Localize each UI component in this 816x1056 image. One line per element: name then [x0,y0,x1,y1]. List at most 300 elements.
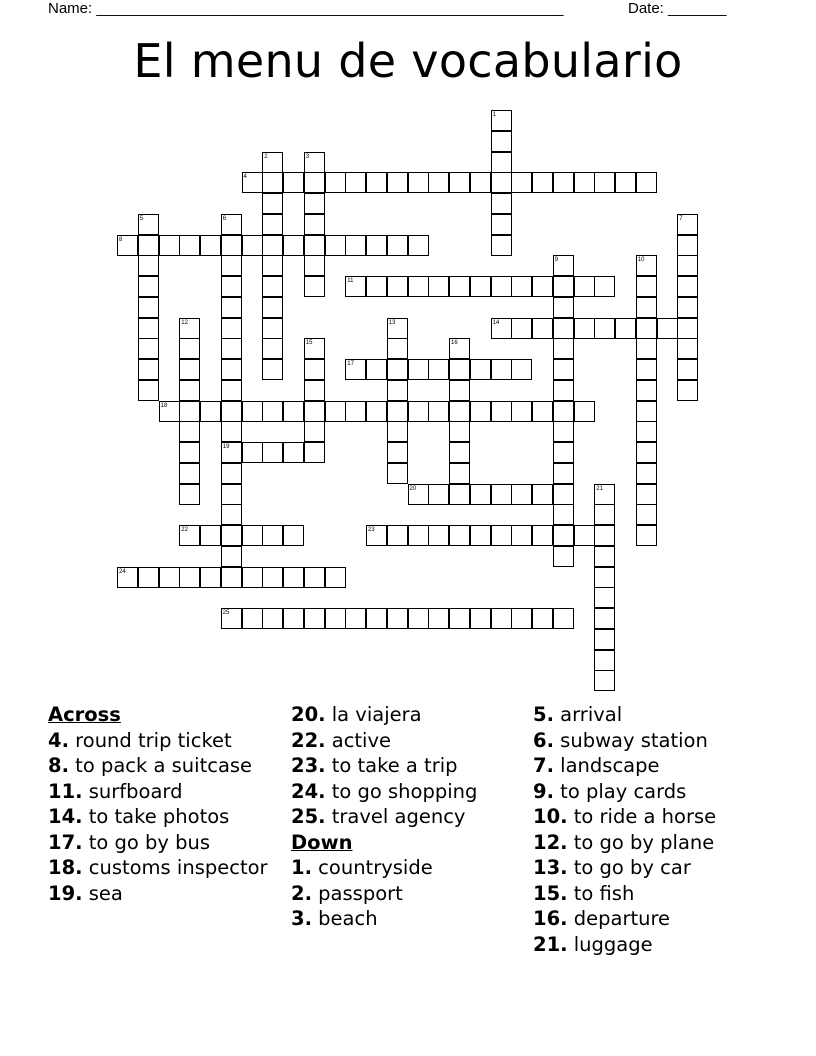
clue-text: to go by car [567,856,691,879]
crossword-cell[interactable] [283,608,304,629]
crossword-cell[interactable] [553,359,574,380]
crossword-cell[interactable] [532,276,553,297]
crossword-cell[interactable] [325,608,346,629]
crossword-cell[interactable] [283,567,304,588]
crossword-cell[interactable] [221,359,242,380]
clue-text: landscape [553,754,660,777]
crossword-cell[interactable] [179,380,200,401]
crossword-cell[interactable] [553,463,574,484]
crossword-cell[interactable] [636,504,657,525]
clue-item [291,702,526,728]
crossword-cell[interactable] [221,421,242,442]
crossword-cell[interactable] [304,255,325,276]
clue-column-2 [291,702,526,932]
crossword-cell[interactable] [449,276,470,297]
crossword-cell[interactable] [449,401,470,422]
crossword-cell[interactable] [470,608,491,629]
clue-number: 10. [533,805,568,828]
crossword-cell[interactable] [138,380,159,401]
crossword-cell[interactable] [574,525,595,546]
crossword-cell[interactable] [491,172,512,193]
crossword-cell[interactable] [179,359,200,380]
crossword-cell[interactable] [470,359,491,380]
crossword-cell[interactable] [325,235,346,256]
crossword-cell[interactable] [366,401,387,422]
crossword-cell[interactable] [387,172,408,193]
crossword-cell[interactable] [491,525,512,546]
crossword-cell[interactable] [221,297,242,318]
crossword-cell[interactable] [677,338,698,359]
clue-item [48,728,278,754]
clue-number-label: 21 [596,485,603,492]
clue-text: sea [82,881,123,905]
crossword-cell[interactable] [262,297,283,318]
clue-item [48,753,278,779]
crossword-cell[interactable] [532,401,553,422]
crossword-cell[interactable] [387,359,408,380]
crossword-cell[interactable] [408,608,429,629]
crossword-cell[interactable] [138,338,159,359]
crossword-cell[interactable] [553,172,574,193]
crossword-cell[interactable] [594,567,615,588]
crossword-cell[interactable] [511,318,532,339]
crossword-cell[interactable] [325,401,346,422]
crossword-cell[interactable] [221,546,242,567]
crossword-cell[interactable] [594,608,615,629]
crossword-cell[interactable] [553,484,574,505]
clue-number: 6. [533,728,554,752]
crossword-cell[interactable] [594,587,615,608]
crossword-cell[interactable] [179,338,200,359]
crossword-cell[interactable] [449,463,470,484]
clue-item [291,881,526,907]
clue-item [48,855,278,881]
clue-number-label: 13 [388,319,396,326]
crossword-cell[interactable] [553,297,574,318]
crossword-cell[interactable] [677,359,698,380]
clue-number: 20. [291,703,326,726]
clue-item [291,906,526,932]
crossword-cell[interactable] [242,567,263,588]
clue-text: departure [567,907,671,930]
crossword-cell[interactable] [553,380,574,401]
crossword-cell[interactable] [262,255,283,276]
crossword-cell[interactable] [283,172,304,193]
crossword-cell[interactable] [304,567,325,588]
crossword-cell[interactable] [553,338,574,359]
clue-text: active [325,728,392,752]
crossword-cell[interactable] [636,172,657,193]
crossword-cell[interactable] [594,504,615,525]
clue-heading: Across [48,703,121,726]
date-line[interactable]: Date: _______ [628,0,727,17]
crossword-cell[interactable] [449,608,470,629]
crossword-cell[interactable] [387,338,408,359]
crossword-cell[interactable] [179,401,200,422]
crossword-cell[interactable] [491,214,512,235]
crossword-cell[interactable] [138,235,159,256]
crossword-cell[interactable] [615,318,636,339]
crossword-cell[interactable] [221,318,242,339]
crossword-cell[interactable] [387,235,408,256]
crossword-cell[interactable] [532,172,553,193]
crossword-cell[interactable] [262,276,283,297]
clue-column-1 [48,702,278,906]
crossword-cell[interactable] [636,401,657,422]
clue-number-label: 24 [119,568,126,575]
crossword-cell[interactable] [304,421,325,442]
crossword-cell[interactable] [553,318,574,339]
crossword-cell[interactable] [470,484,491,505]
crossword-cell[interactable] [387,401,408,422]
clue-number-label: 19 [222,444,230,450]
crossword-cell[interactable] [366,359,387,380]
crossword-cell[interactable] [657,318,678,339]
crossword-cell[interactable] [304,276,325,297]
clue-number: 19. [48,881,83,905]
crossword-cell[interactable] [553,401,574,422]
crossword-cell[interactable] [262,235,283,256]
crossword-cell[interactable] [428,484,449,505]
crossword-cell[interactable] [511,172,532,193]
clue-number: 12. [533,830,568,854]
crossword-cell[interactable] [428,608,449,629]
crossword-cell[interactable] [449,380,470,401]
crossword-cell[interactable] [325,172,346,193]
crossword-cell[interactable] [345,172,366,193]
clue-item [291,779,526,805]
crossword-cell[interactable] [345,608,366,629]
crossword-cell[interactable] [677,380,698,401]
clue-number: 13. [533,856,568,879]
crossword-cell[interactable] [221,567,242,588]
name-line[interactable]: Name: ________________________________________________________ [48,0,564,17]
crossword-cell[interactable] [428,172,449,193]
crossword-cell[interactable] [594,650,615,671]
clue-number: 2. [291,881,312,905]
crossword-cell[interactable] [553,504,574,525]
crossword-cell[interactable] [262,338,283,359]
crossword-cell[interactable] [387,442,408,463]
clue-number-label: 3 [305,153,310,160]
crossword-cell[interactable] [449,359,470,380]
crossword-cell[interactable] [449,172,470,193]
crossword-cell[interactable] [491,131,512,152]
crossword-cell[interactable] [262,318,283,339]
crossword-cell[interactable] [262,525,283,546]
clue-text: to pack a suitcase [68,754,253,777]
page-title: El menu de vocabulario [133,34,683,88]
clue-text: subway station [553,728,708,752]
crossword-cell[interactable] [283,442,304,463]
crossword-cell[interactable] [594,276,615,297]
crossword-cell[interactable] [594,172,615,193]
crossword-cell[interactable] [636,484,657,505]
crossword-cell[interactable] [387,463,408,484]
clue-number-label: 8 [119,236,123,243]
clue-number-label: 17 [347,361,354,367]
clue-item [533,728,778,754]
crossword-cell[interactable] [449,421,470,442]
crossword-cell[interactable] [304,380,325,401]
crossword-cell[interactable] [511,401,532,422]
crossword-cell[interactable] [511,525,532,546]
crossword-cell[interactable] [262,359,283,380]
crossword-cell[interactable] [553,525,574,546]
crossword-cell[interactable] [636,297,657,318]
clue-number-label: 20 [409,485,417,492]
crossword-cell[interactable] [574,276,595,297]
crossword-cell[interactable] [304,214,325,235]
crossword-cell[interactable] [262,442,283,463]
crossword-cell[interactable] [387,525,408,546]
crossword-cell[interactable] [636,276,657,297]
crossword-cell[interactable] [636,463,657,484]
clue-item [533,855,778,881]
crossword-cell[interactable] [366,235,387,256]
clue-item [533,881,778,907]
crossword-cell[interactable] [491,152,512,173]
clue-number-label: 6 [222,215,227,222]
crossword-cell[interactable] [449,442,470,463]
crossword-cell[interactable] [677,255,698,276]
clue-number: 23. [291,754,326,777]
crossword-cell[interactable] [345,401,366,422]
crossword-cell[interactable] [677,235,698,256]
crossword-cell[interactable] [345,235,366,256]
crossword-cell[interactable] [262,567,283,588]
crossword-cell[interactable] [138,255,159,276]
crossword-cell[interactable] [366,276,387,297]
clue-number-label: 11 [347,278,354,284]
crossword-cell[interactable] [366,608,387,629]
crossword-cell[interactable] [387,608,408,629]
crossword-cell[interactable] [553,421,574,442]
crossword-cell[interactable] [283,401,304,422]
crossword-cell[interactable] [532,608,553,629]
crossword-cell[interactable] [304,359,325,380]
clue-number: 16. [533,907,568,930]
clue-number: 25. [291,805,326,828]
crossword-cell[interactable] [304,401,325,422]
crossword-cell[interactable] [677,297,698,318]
clue-text: customs inspector [82,856,268,879]
clue-item [291,753,526,779]
crossword-cell[interactable] [159,235,180,256]
crossword-cell[interactable] [221,338,242,359]
crossword-cell[interactable] [491,235,512,256]
crossword-cell[interactable] [594,670,615,691]
crossword-cell[interactable] [262,214,283,235]
crossword-cell[interactable] [428,525,449,546]
crossword-cell[interactable] [636,338,657,359]
clue-number-label: 1 [492,112,496,118]
crossword-cell[interactable] [553,608,574,629]
crossword-cell[interactable] [283,525,304,546]
crossword-cell[interactable] [200,401,221,422]
clue-number: 8. [48,754,69,777]
crossword-cell[interactable] [636,525,657,546]
crossword-cell[interactable] [283,235,304,256]
clue-number: 9. [533,779,554,803]
crossword-cell[interactable] [408,235,429,256]
crossword-cell[interactable] [262,193,283,214]
clue-number: 21. [533,932,568,956]
crossword-cell[interactable] [200,567,221,588]
crossword-cell[interactable] [387,421,408,442]
crossword-cell[interactable] [159,567,180,588]
crossword-cell[interactable] [138,567,159,588]
clue-item [533,906,778,932]
crossword-cell[interactable] [532,484,553,505]
clue-item [48,881,278,907]
crossword-cell[interactable] [262,172,283,193]
crossword-cell[interactable] [304,608,325,629]
crossword-cell[interactable] [179,484,200,505]
crossword-cell[interactable] [574,172,595,193]
crossword-cell[interactable] [242,525,263,546]
crossword-cell[interactable] [532,525,553,546]
crossword-cell[interactable] [221,276,242,297]
clue-number: 18. [48,856,83,879]
crossword-cell[interactable] [366,172,387,193]
crossword-cell[interactable] [138,276,159,297]
crossword-cell[interactable] [594,525,615,546]
clue-number: 11. [48,779,83,803]
clue-text: to ride a horse [567,805,717,828]
crossword-cell[interactable] [677,276,698,297]
crossword-cell[interactable] [594,318,615,339]
crossword-cell[interactable] [491,608,512,629]
crossword-cell[interactable] [636,359,657,380]
crossword-cell[interactable] [221,235,242,256]
clue-number: 22. [291,728,326,752]
crossword-cell[interactable] [491,484,512,505]
crossword-cell[interactable] [242,235,263,256]
crossword-cell[interactable] [408,172,429,193]
crossword-cell[interactable] [532,318,553,339]
crossword-cell[interactable] [179,235,200,256]
crossword-cell[interactable] [636,380,657,401]
clue-number-label: 2 [264,153,268,160]
crossword-cell[interactable] [553,442,574,463]
crossword-cell[interactable] [408,401,429,422]
crossword-cell[interactable] [594,546,615,567]
crossword-cell[interactable] [511,608,532,629]
clue-text: to take a trip [325,754,458,777]
clue-number: 4. [48,728,69,752]
crossword-cell[interactable] [179,421,200,442]
crossword-cell[interactable] [221,525,242,546]
clue-number-label: 14 [492,319,500,326]
crossword-cell[interactable] [491,401,512,422]
crossword-cell[interactable] [449,484,470,505]
crossword-cell[interactable] [636,421,657,442]
clue-number: 5. [533,703,554,726]
clue-number-label: 25 [222,610,230,616]
crossword-cell[interactable] [179,463,200,484]
crossword-cell[interactable] [428,276,449,297]
crossword-cell[interactable] [262,401,283,422]
crossword-cell[interactable] [553,276,574,297]
crossword-cell[interactable] [304,235,325,256]
crossword-cell[interactable] [449,525,470,546]
crossword-cell[interactable] [491,359,512,380]
clue-number-label: 23 [368,527,375,533]
crossword-cell[interactable] [325,567,346,588]
crossword-cell[interactable] [242,608,263,629]
clue-number-label: 22 [181,527,188,533]
crossword-cell[interactable] [491,276,512,297]
crossword-cell[interactable] [242,401,263,422]
crossword-cell[interactable] [491,193,512,214]
crossword-cell[interactable] [615,172,636,193]
clue-number-label: 5 [139,215,144,222]
crossword-cell[interactable] [262,608,283,629]
clue-item [533,702,778,728]
crossword-cell[interactable] [387,380,408,401]
crossword-cell[interactable] [179,567,200,588]
crossword-cell[interactable] [200,235,221,256]
crossword-cell[interactable] [221,380,242,401]
crossword-cell[interactable] [221,463,242,484]
clue-item [533,753,778,779]
crossword-cell[interactable] [677,318,698,339]
crossword-cell[interactable] [138,297,159,318]
crossword-cell[interactable] [470,525,491,546]
crossword-cell[interactable] [470,401,491,422]
crossword-cell[interactable] [304,172,325,193]
crossword-cell[interactable] [574,318,595,339]
crossword-cell[interactable] [408,276,429,297]
clue-text: la viajera [325,703,422,726]
crossword-cell[interactable] [242,442,263,463]
crossword-cell[interactable] [636,318,657,339]
crossword-cell[interactable] [511,359,532,380]
crossword-cell[interactable] [221,484,242,505]
crossword-cell[interactable] [470,172,491,193]
crossword-cell[interactable] [138,359,159,380]
clue-text: travel agency [325,805,466,828]
crossword-cell[interactable] [511,484,532,505]
clue-item [533,804,778,830]
crossword-cell[interactable] [408,359,429,380]
crossword-cell[interactable] [594,629,615,650]
crossword-cell[interactable] [304,442,325,463]
clue-number: 15. [533,881,568,905]
clue-number: 14. [48,805,83,828]
clue-item [48,779,278,805]
crossword-cell[interactable] [221,255,242,276]
crossword-cell[interactable] [304,193,325,214]
crossword-cell[interactable] [428,401,449,422]
crossword-cell[interactable] [200,525,221,546]
crossword-cell[interactable] [636,442,657,463]
crossword-cell[interactable] [387,276,408,297]
crossword-cell[interactable] [179,442,200,463]
crossword-cell[interactable] [221,401,242,422]
clue-text: surfboard [82,779,183,803]
crossword-cell[interactable] [470,276,491,297]
crossword-cell[interactable] [428,359,449,380]
crossword-cell[interactable] [553,546,574,567]
crossword-cell[interactable] [511,276,532,297]
crossword-cell[interactable] [574,401,595,422]
crossword-cell[interactable] [408,525,429,546]
clue-number-label: 7 [679,215,683,222]
crossword-cell[interactable] [221,504,242,525]
crossword-cell[interactable] [138,318,159,339]
